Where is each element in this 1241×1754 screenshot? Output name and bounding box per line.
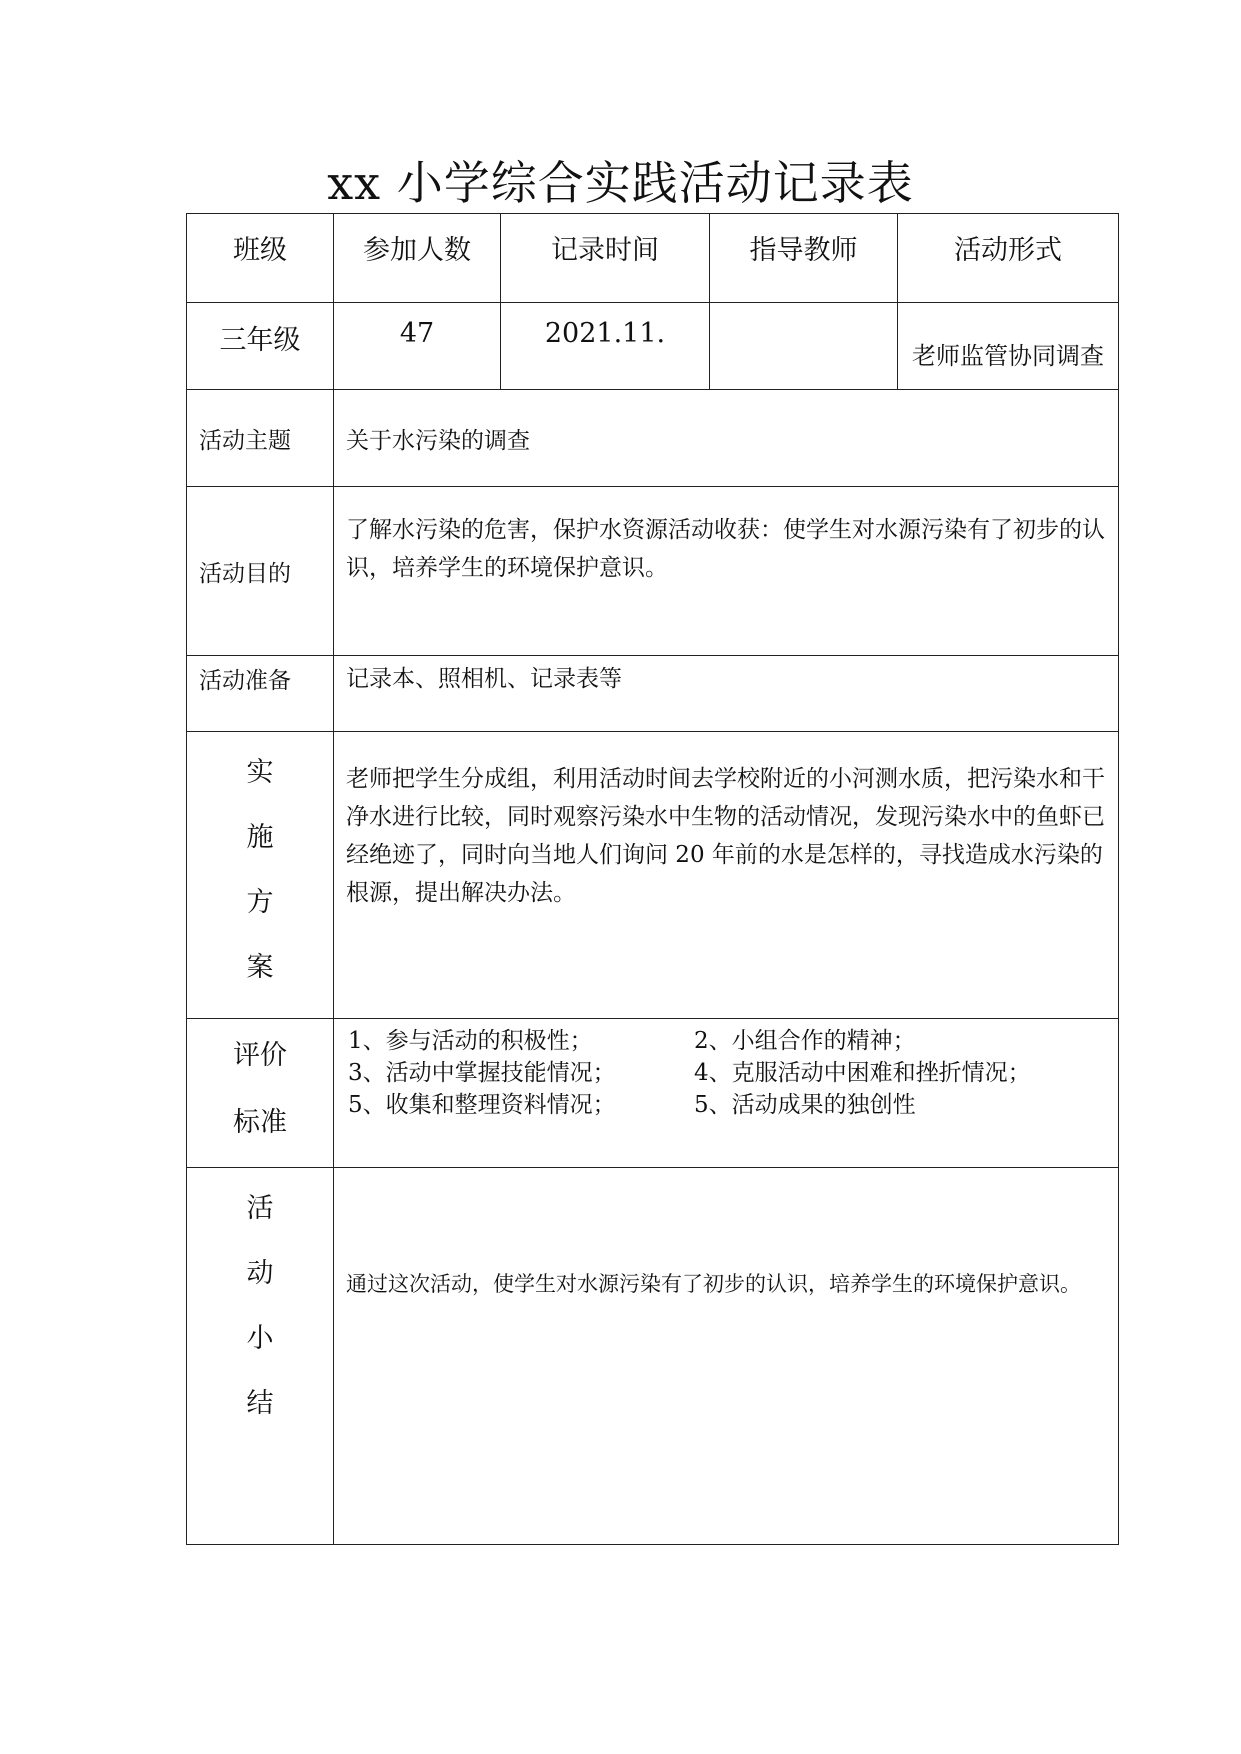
plan-value: 老师把学生分成组，利用活动时间去学校附近的小河测水质，把污染水和干净水进行比较，同时观察污染水中生物的活动情况，发现污染水中的鱼虾已经绝迹了，同时向当地人们询问 20 年前的水是怎样的，寻找造成水污染的根源，提出解决办法。 xyxy=(334,732,1119,1019)
theme-label: 活动主题 xyxy=(187,390,334,487)
prep-value: 记录本、照相机、记录表等 xyxy=(334,656,1119,732)
summary-label: 活 动 小 结 xyxy=(187,1168,334,1545)
prep-label: 活动准备 xyxy=(187,656,334,732)
header-time: 记录时间 xyxy=(501,214,710,303)
summary-value: 通过这次活动，使学生对水源污染有了初步的认识，培养学生的环境保护意识。 xyxy=(334,1168,1119,1545)
info-row xyxy=(187,303,1119,390)
header-teacher: 指导教师 xyxy=(710,214,898,303)
criteria-item: 3、活动中掌握技能情况； xyxy=(348,1060,616,1086)
page-title: xx 小学综合实践活动记录表 xyxy=(327,156,914,210)
criteria-label: 评价 标准 xyxy=(187,1019,334,1168)
criteria-item: 1、参与活动的积极性； xyxy=(348,1028,593,1054)
criteria-value xyxy=(334,1019,1119,1168)
teacher-value xyxy=(710,303,898,390)
criteria-item: 4、克服活动中困难和挫折情况； xyxy=(694,1060,1031,1086)
theme-row xyxy=(187,390,1119,487)
purpose-row xyxy=(187,487,1119,656)
form-value: 老师监管协同调查 xyxy=(898,303,1119,390)
time-value: 2021.11. xyxy=(501,303,710,390)
criteria-item: 5、活动成果的独创性 xyxy=(694,1092,916,1118)
header-class: 班级 xyxy=(187,214,334,303)
summary-row xyxy=(187,1168,1119,1545)
prep-row xyxy=(187,656,1119,732)
criteria-item: 2、小组合作的精神； xyxy=(694,1028,916,1054)
class-value: 三年级 xyxy=(187,303,334,390)
criteria-item: 5、收集和整理资料情况； xyxy=(348,1092,616,1118)
activity-record-table xyxy=(186,213,1119,1545)
header-form: 活动形式 xyxy=(898,214,1119,303)
theme-value: 关于水污染的调查 xyxy=(334,390,1119,487)
criteria-list xyxy=(334,1019,1118,1121)
purpose-label: 活动目的 xyxy=(187,487,334,656)
criteria-row xyxy=(187,1019,1119,1168)
count-value: 47 xyxy=(334,303,501,390)
plan-label: 实 施 方 案 xyxy=(187,732,334,1019)
plan-row xyxy=(187,732,1119,1019)
header-count: 参加人数 xyxy=(334,214,501,303)
header-row xyxy=(187,214,1119,303)
purpose-value: 了解水污染的危害，保护水资源活动收获：使学生对水源污染有了初步的认识，培养学生的环境保护意识。 xyxy=(334,487,1119,656)
